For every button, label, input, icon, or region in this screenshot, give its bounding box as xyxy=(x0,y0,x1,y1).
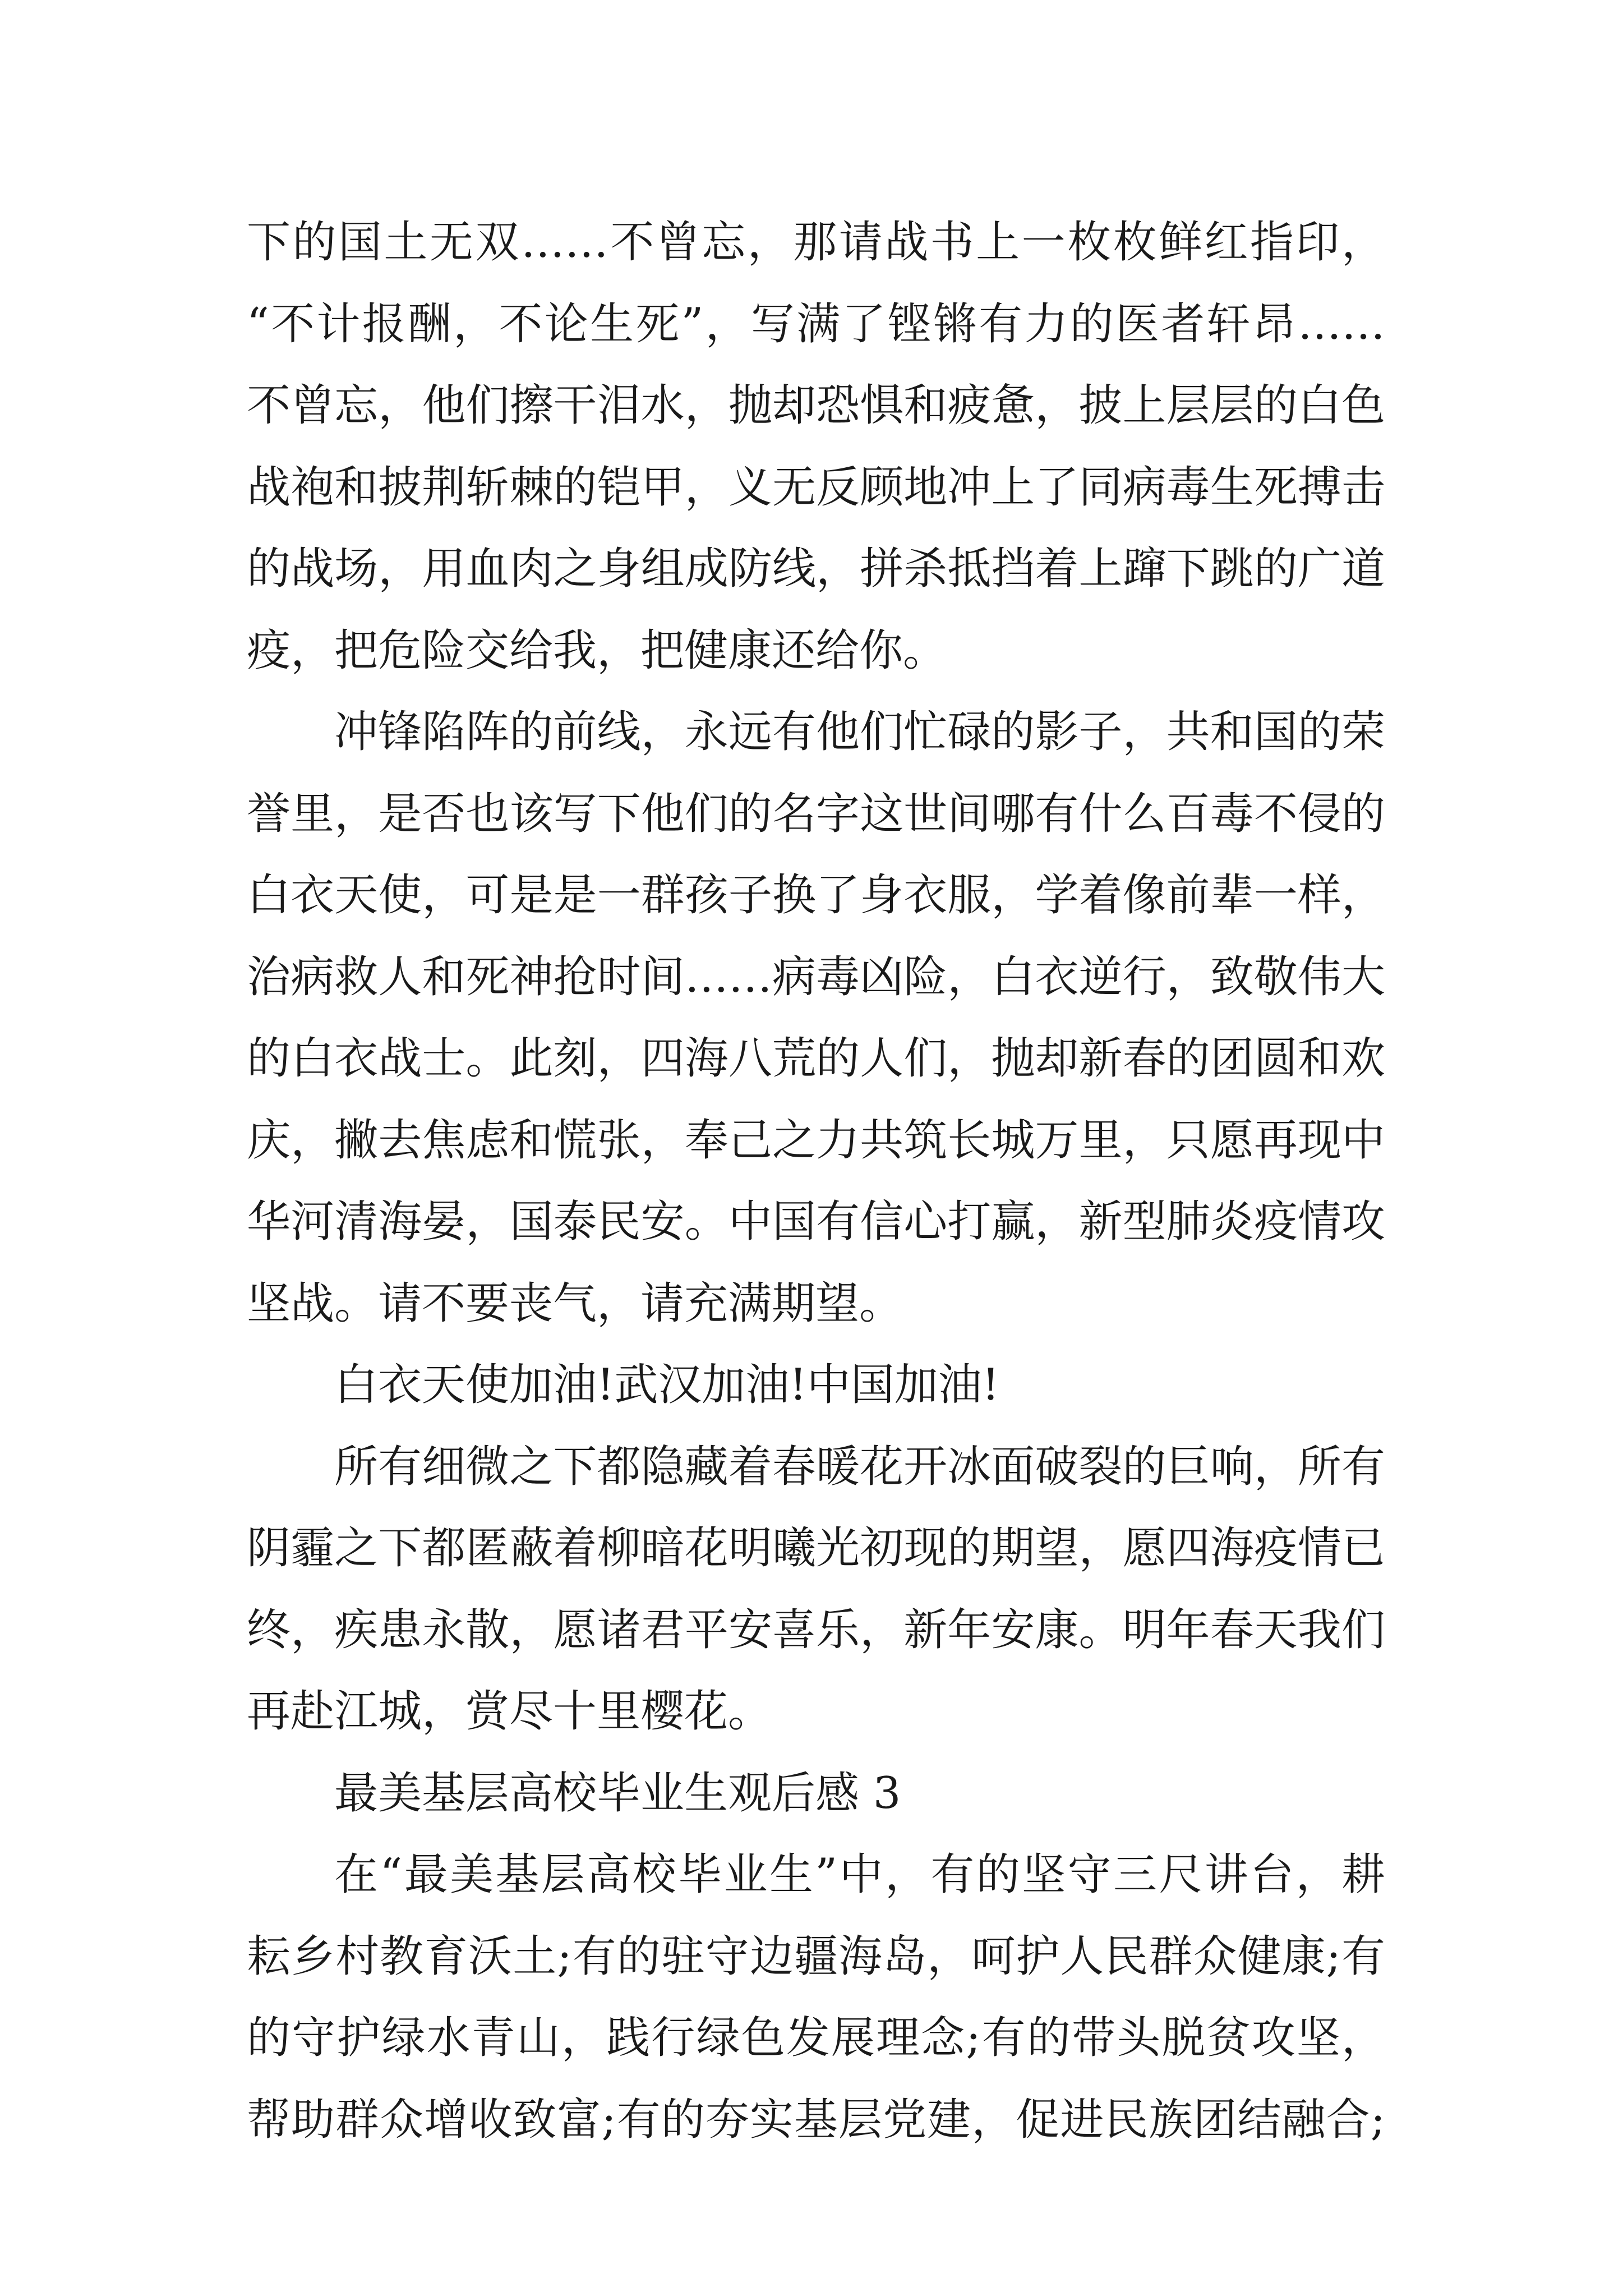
text-line: 耘乡村教育沃土;有的驻守边疆海岛，呵护人民群众健康;有 xyxy=(247,1931,1385,1982)
text-line: 白衣天使加油!武汉加油!中国加油! xyxy=(334,1360,1000,1410)
text-line: 冲锋陷阵的前线，永远有他们忙碌的影子，共和国的荣 xyxy=(334,707,1385,757)
text-line: 终，疾患永散，愿诸君平安喜乐，新年安康。明年春天我们 xyxy=(247,1604,1385,1655)
text-line: 的战场，用血肉之身组成防线，拼杀抵挡着上蹿下跳的广道 xyxy=(247,544,1385,594)
text-line: 治病救人和死神抢时间……病毒凶险，白衣逆行，致敬伟大 xyxy=(247,951,1385,1002)
text-line: 的白衣战士。此刻，四海八荒的人们，抛却新春的团圆和欢 xyxy=(247,1033,1385,1084)
text-line: 坚战。请不要丧气，请充满期望。 xyxy=(247,1278,903,1329)
text-line: 帮助群众增收致富;有的夯实基层党建，促进民族团结融合; xyxy=(247,2094,1385,2145)
text-line: 誉里，是否也该写下他们的名字这世间哪有什么百毒不侵的 xyxy=(247,788,1385,839)
text-line: 战袍和披荆斩棘的铠甲，义无反顾地冲上了同病毒生死搏击 xyxy=(247,462,1385,513)
text-line: 不曾忘，他们擦干泪水，抛却恐惧和疲惫，披上层层的白色 xyxy=(247,380,1385,431)
text-line: 下的国土无双……不曾忘，那请战书上一枚枚鲜红指印， xyxy=(247,217,1385,268)
text-line: 阴霾之下都匿蔽着柳暗花明曦光初现的期望，愿四海疫情已 xyxy=(247,1523,1385,1573)
text-line: 再赴江城，赏尽十里樱花。 xyxy=(247,1686,772,1737)
text-line: “不计报酬，不论生死”，写满了铿锵有力的医者轩昂…… xyxy=(247,298,1385,349)
document-body xyxy=(247,202,1385,2161)
text-line: 华河清海晏，国泰民安。中国有信心打赢，新型肺炎疫情攻 xyxy=(247,1197,1385,1247)
text-line: 的守护绿水青山，践行绿色发展理念;有的带头脱贫攻坚， xyxy=(247,2013,1385,2063)
text-line: 最美基层高校毕业生观后感 3 xyxy=(334,1768,901,1819)
text-line: 所有细微之下都隐藏着春暖花开冰面破裂的巨响，所有 xyxy=(334,1441,1385,1492)
text-line: 疫，把危险交给我，把健康还给你。 xyxy=(247,625,947,676)
text-line: 白衣天使，可是是一群孩子换了身衣服，学着像前辈一样， xyxy=(247,870,1385,921)
text-line: 在“最美基层高校毕业生”中，有的坚守三尺讲台，耕 xyxy=(334,1849,1385,1900)
text-line: 庆，撇去焦虑和慌张，奉己之力共筑长城万里，只愿再现中 xyxy=(247,1115,1385,1166)
